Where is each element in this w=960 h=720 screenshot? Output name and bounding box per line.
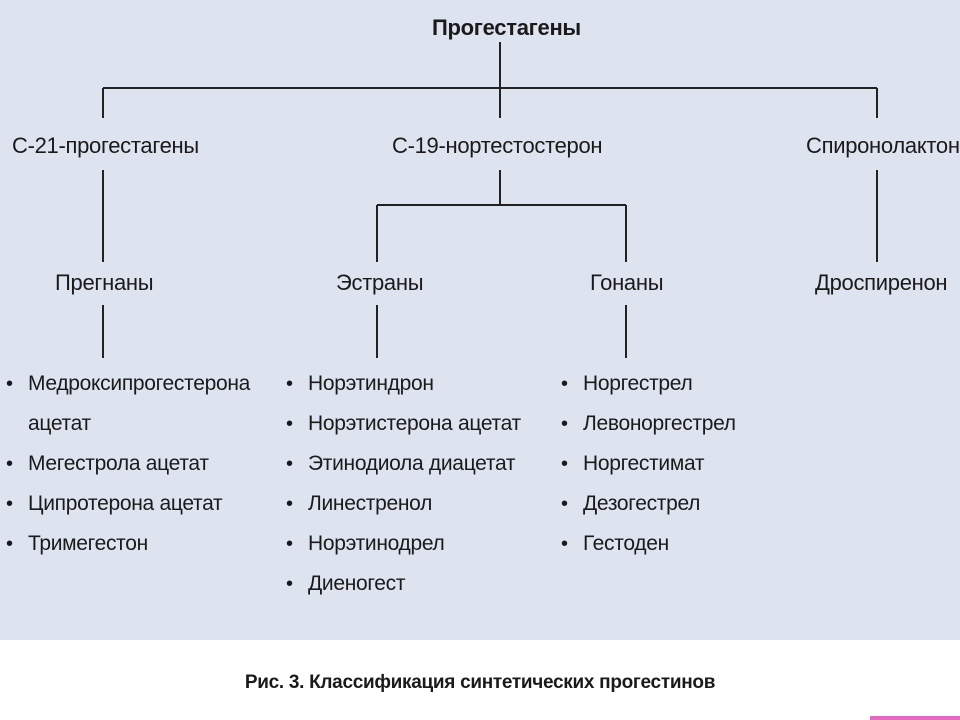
- figure-caption: Рис. 3. Классификация синтетических прогестинов: [244, 672, 716, 693]
- list-item: • Норгестимат: [557, 444, 736, 484]
- node-c19-nortestosterone: С-19-нортестостерон: [392, 133, 603, 158]
- pregnanes-list: [2, 364, 258, 564]
- node-estranes: Эстраны: [336, 270, 424, 295]
- gonanes-list: [557, 364, 736, 564]
- list-item: • Левоноргестрел: [557, 404, 736, 444]
- list-item: • Гестоден: [557, 524, 736, 564]
- list-item: • Норэтистерона ацетат: [282, 404, 521, 444]
- corner-accent: [870, 716, 960, 720]
- list-item: • Этинодиола диацетат: [282, 444, 521, 484]
- list-item: • Дезогестрел: [557, 484, 736, 524]
- list-item: • Диеногест: [282, 564, 521, 604]
- node-c21-progestagens: С-21-прогестагены: [12, 133, 199, 158]
- node-gonanes: Гонаны: [590, 270, 664, 295]
- node-progestagens: Прогестагены: [432, 15, 581, 40]
- node-drospirenone: Дроспиренон: [815, 270, 948, 295]
- list-item: • Медроксипрогестерона ацетат: [2, 364, 258, 444]
- list-item: • Мегестрола ацетат: [2, 444, 258, 484]
- list-item: • Линестренол: [282, 484, 521, 524]
- list-item: • Ципротерона ацетат: [2, 484, 258, 524]
- list-item: • Норэтинодрел: [282, 524, 521, 564]
- list-item: • Тримегестон: [2, 524, 258, 564]
- list-item: • Норэтиндрон: [282, 364, 521, 404]
- estranes-list: [282, 364, 521, 604]
- node-pregnanes: Прегнаны: [55, 270, 154, 295]
- node-spironolactone: Спиронолактон: [806, 133, 960, 158]
- list-item: • Норгестрел: [557, 364, 736, 404]
